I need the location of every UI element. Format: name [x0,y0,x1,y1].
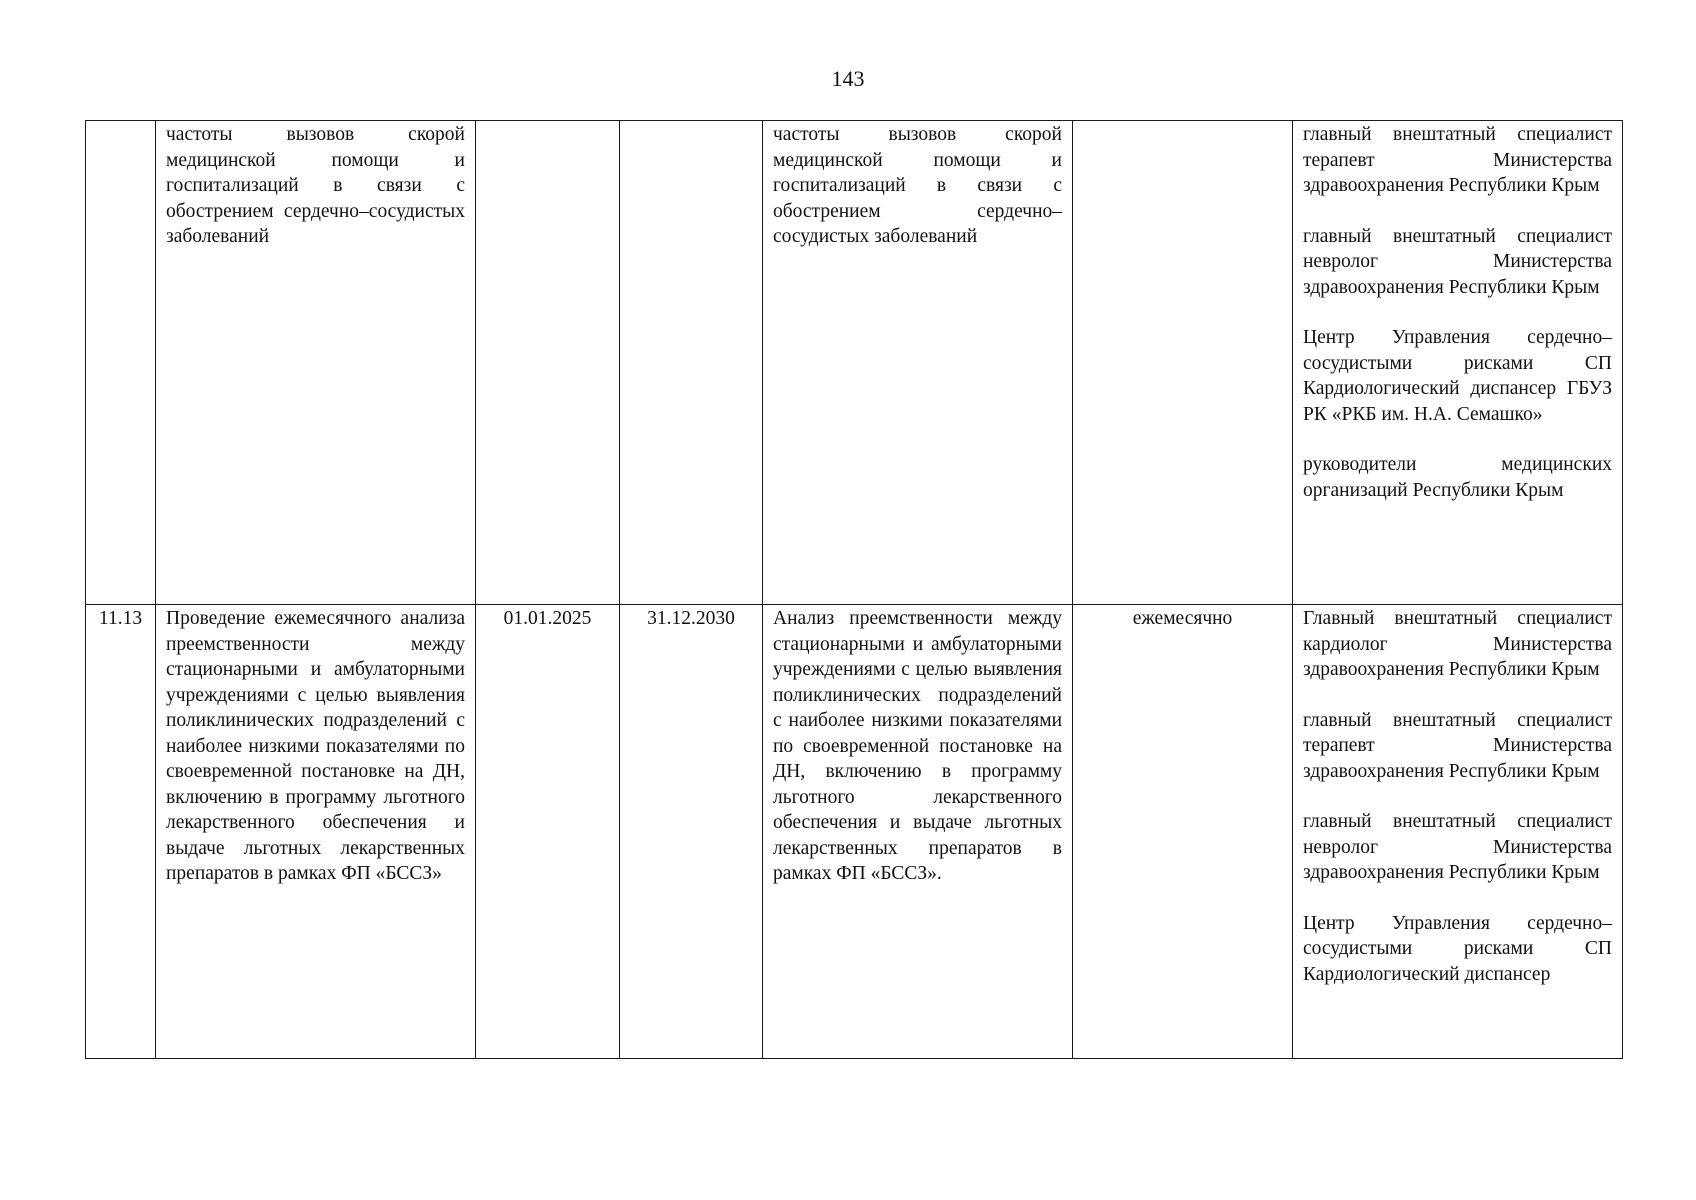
result-cell [763,121,1073,605]
responsible-cell [1293,121,1623,605]
end-date-cell [620,605,763,1059]
responsible-item: Центр Управления сердечно–сосудистыми рисками СП Кардиологический диспансер ГБУЗ РК «РКБ им. Н.А. Семашко» [1303,327,1612,425]
start-date: 01.01.2025 [503,608,592,629]
responsible-item: главный внештатный специалист терапевт Министерства здравоохранения Республики Крым [1303,124,1612,196]
responsible-item: Центр Управления сердечно–сосудистыми рисками СП Кардиологический диспансер [1303,912,1612,985]
end-date-cell [620,121,763,605]
responsible-item: главный внештатный специалист невролог Министерства здравоохранения Республики Крым [1303,811,1612,883]
event-text: частоты вызовов скорой медицинской помощи и госпитализаций в связи с обострением сердечно–сосудистых заболеваний [166,124,465,247]
responsible-item: главный внештатный специалист терапевт Министерства здравоохранения Республики Крым [1303,709,1612,782]
event-text: Проведение ежемесячного анализа преемственности между стационарными и амбулаторными учреждениями с целью выявления поликлинических подразделений с наиболее низкими показателями по своевременной постановке на ДН, включению в программу льготного лекарственного обеспечения и выдаче льготных лекарственных препаратов в рамках ФП «БССЗ» [166,608,465,884]
result-cell [763,605,1073,1059]
periodicity-cell [1073,121,1293,605]
event-cell [156,605,476,1059]
row-number-cell [86,605,156,1059]
periodicity: ежемесячно [1132,608,1233,629]
periodicity-cell [1073,605,1293,1059]
page-number: 143 [831,66,865,91]
row-number: 11.13 [98,608,143,629]
responsible-item: руководители медицинских организаций Республики Крым [1303,454,1612,501]
responsible-cell [1293,605,1623,1059]
row-number-cell [86,121,156,605]
responsible-item: главный внештатный специалист невролог Министерства здравоохранения Республики Крым [1303,225,1612,298]
start-date-cell [476,121,620,605]
start-date-cell [476,605,620,1059]
table-row [86,605,1623,1059]
plan-table [85,120,1623,1059]
responsible-item: Главный внештатный специалист кардиолог Министерства здравоохранения Республики Крым [1303,608,1612,680]
table-row [86,121,1623,605]
result-text: частоты вызовов скорой медицинской помощи и госпитализаций в связи с обострением сердечно–сосудистых заболеваний [773,124,1062,247]
end-date: 31.12.2030 [647,608,735,629]
result-text: Анализ преемственности между стационарными и амбулаторными учреждениями с целью выявления поликлинических подразделений с наиболее низкими показателями по своевременной постановке на ДН, включению в программу льготного лекарственного обеспечения и выдаче льготных лекарственных препаратов в рамках ФП «БССЗ». [773,608,1062,884]
event-cell [156,121,476,605]
